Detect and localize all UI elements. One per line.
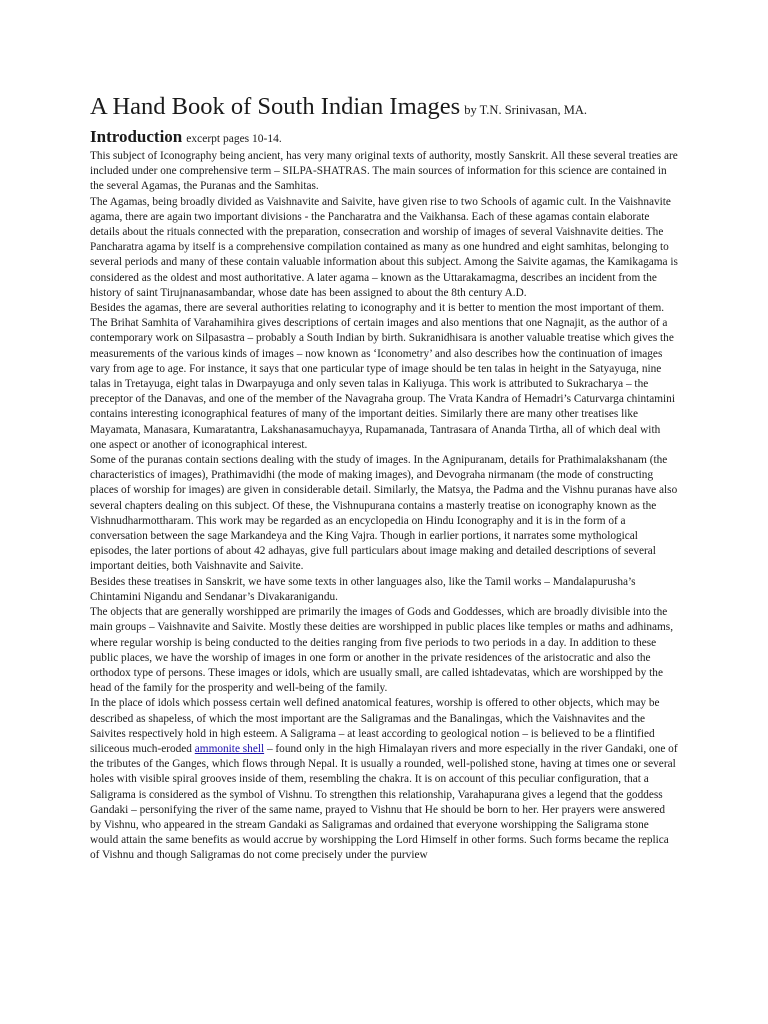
excerpt-note: excerpt pages 10-14. [186,133,282,145]
paragraph-7-text-end: – found only in the high Himalayan rivers and more especially in the river Gandaki, one of the tributes of the Ganges, which flows through Nepal. It is usually a rounded, well-polished stone, having at times one or several holes with visible spiral grooves inside of them, resembling the chakra. It is on account of this peculiar configuration, that a Saligrama is considered as the symbol of Vishnu. To strengthen this relationship, Varahapurana gives a legend that the goddess Gandaki – personifying the river of the same name, prayed to Vishnu that He should be born to her. Her prayers were answered by Vishnu, who appeared in the stream Gandaki as Saligramas and ordained that everyone worshipping the Saligrama stone would attain the same benefits as would accrue by worshipping the Lord Himself in other forms. Such forms became the replica of Vishnu and though Saligramas do not come precisely under the purview [90,742,678,862]
ammonite-shell-link[interactable]: ammonite shell [194,742,265,755]
document-body [90,149,678,864]
paragraph-7-text-start: In the place of idols which possess certain well defined anatomical features, worship is offered to other objects, which may be described as shapeless, of which the most important are the Saligramas and the Banalingas, which the Vaishnavites and the Saivites respectively hold in high esteem. A Saligrama – at least according to geological notion – is believed to be a flintified siliceous much-eroded [90,697,660,755]
paragraph-1: This subject of Iconography being ancient, has very many original texts of authority, mostly Sanskrit. All these several treaties are included under one comprehensive term – SILPA-SHATRAS. The main sources of information for this science are contained in the several Agamas, the Puranas and the Samhitas. [90,150,678,193]
document-title: A Hand Book of South Indian Images [90,93,461,120]
intro-line [90,127,678,149]
author-byline: by T.N. Srinivasan, MA. [464,103,587,117]
document-page [90,90,678,864]
paragraph-3: Besides the agamas, there are several authorities relating to iconography and it is better to mention the most important of them. The Brihat Samhita of Varahamihira gives descriptions of certain images and also mentions that one Nagnajit, as the author of a contemporary work on Silpasastra – probably a South Indian by birth. Sukranidhisara is another valuable treatise which gives the measurements of the various kinds of images – now known as ‘Iconometry’ and also describes how the continuation of images vary from age to age. For instance, it says that one particular type of image should be ten talas in height in the Satyayuga, nine talas in Tretayuga, eight talas in Dwarpayuga and only seven talas in Kaliyuga. This work is attributed to Sukracharya – the preceptor of the Danavas, and one of the member of the Navagraha group. The Vrata Kandra of Hemadri’s Caturvarga chintamini contains interesting iconographical features of many of the important deities. Similarly there are many other treatises like Mayamata, Manasara, Kumaratantra, Lakshanasamuchayya, Rupamanada, Tantrasara of Ananda Tirtha, all of which deal with one aspect or another of iconographical interest. [90,302,675,451]
section-heading: Introduction [90,127,183,146]
paragraph-7 [90,696,678,863]
paragraph-6: The objects that are generally worshipped are primarily the images of Gods and Goddesses, which are broadly divisible into the main groups – Vaishnavite and Saivite. Mostly these deities are worshipped in public places like temples or maths and adhinams, where regular worship is being conducted to the deities ranging from five periods to two periods in a day. In addition to these public places, we have the worship of images in one form or another in the private residences of the aristocratic and also the orthodox type of persons. These images or idols, which are usually small, are called ishtadevatas, which are worshipped by the head of the family for the prosperity and well-being of the family. [90,606,674,695]
paragraph-4: Some of the puranas contain sections dealing with the study of images. In the Agnipuranam, details for Prathimalakshanam (the characteristics of images), Prathimavidhi (the mode of making images), and Devograha nirmanam (the mode of constructing places of worship for images) are given in considerable detail. Similarly, the Matsya, the Padma and the Vishnu puranas have also several chapters dealing on this subject. Of these, the Vishnupurana contains a masterly treatise on iconography known as the Vishnudharmottharam. This work may be regarded as an encyclopedia on Hindu Iconography and it is in the form of a conversation between the sage Markandeya and the King Vajra. Though in earlier portions, it narrates some mythological episodes, the later portions of about 42 adhayas, give full particulars about image making and detailed descriptions of several important deities, both Vaishnavite and Saivite. [90,454,678,573]
paragraph-5: Besides these treatises in Sanskrit, we have some texts in other languages also, like the Tamil works – Mandalapurusha’s Chintamini Nigandu and Sendanar’s Divakaranigandu. [90,575,636,603]
title-line [90,90,678,127]
paragraph-2: The Agamas, being broadly divided as Vaishnavite and Saivite, have given rise to two Schools of agamic cult. In the Vaishnavite agama, there are again two important divisions - the Pancharatra and the Vaikhansa. Each of these agamas contain elaborate details about the rituals connected with the preparation, consecration and worship of images of several Vaishnavite deities. The Pancharatra agama by itself is a comprehensive compilation contained as many as one hundred and eight samhitas, belonging to several periods and many of these contain valuable information about this subject. Among the Saivite agamas, the Kamikagama is considered as the oldest and most authoritative. A later agama – known as the Uttarakamagma, describes an incident from the history of saint Tirujnanasambandar, whose date has been assigned to about the 8th century A.D. [90,195,678,299]
